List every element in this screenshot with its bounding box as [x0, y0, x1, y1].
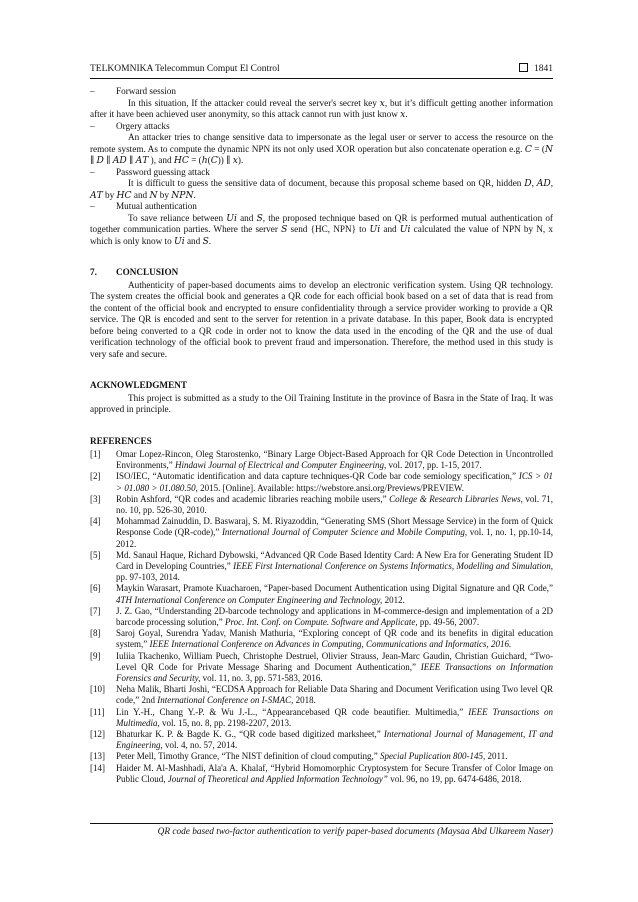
- reference-item: [11] Lin Y.-H., Chang Y.-P. & Wu J.-L., “Appearancebased QR code beautifier. Multimedia,” IEEE Transactions on Multimedia, vol. 15, no. 8, pp. 2198-2207, 2013.: [90, 706, 553, 728]
- reference-item: [6] Maykin Warasart, Pramote Kuacharoen, “Paper-based Document Authentication using Digital Signature and QR Code,” 4TH International Conference on Computer Engineering and Technology, 2012.: [90, 583, 553, 605]
- reference-item: [2] ISO/IEC, “Automatic identification and data capture techniques-QR Code bar code semiology specification,” ICS > 01 > 01.080 > 01.080.50, 2015. [Online]. Available: https://webstore.ansi.org/Previews/PREVIEW.: [90, 471, 553, 493]
- reference-item: [4] Mohammad Zainuddin, D. Baswaraj, S. M. Riyazoddin, “Generating SMS (Short Message Service) in the form of Quick Response Code (QR-code),” International Journal of Computer Science and Mobile Computing, vol. 1, no. 1, pp.10-14, 2012.: [90, 516, 553, 549]
- bullet-title: Orgery attacks: [116, 120, 170, 131]
- dash-icon: –: [90, 120, 95, 131]
- section-number: 7.: [90, 267, 97, 277]
- bullet-text: To save reliance between 𝑈𝑖 and 𝑆, the proposed technique based on QR is performed mutual authentication of together communication parties. Where the server 𝑆 send {HC, NPN} to 𝑈𝑖 and 𝑈𝑖 calculated the value of NPN by N, x which is only know to 𝑈𝑖 and 𝑆.: [90, 212, 553, 246]
- reference-item: [3] Robin Ashford, “QR codes and academic libraries reaching mobile users,” College & Research Libraries News, vol. 71, no. 10, pp. 526-30, 2010.: [90, 493, 553, 516]
- page-number: 1841: [534, 64, 553, 74]
- bullet-password-guessing: [90, 167, 553, 202]
- reference-item: [9] Iuliia Tkachenko, William Puech, Christophe Destruel, Olivier Strauss, Jean-Marc Gaudin, Christian Guichard, “Two-Level QR Code for Private Message Sharing and Document Authentication,” IEEE Transactions on Information Forensics and Security, vol. 11, no. 3, pp. 571-583, 2016.: [90, 650, 553, 684]
- bullet-title: Password guessing attack: [116, 166, 210, 177]
- dash-icon: –: [90, 201, 95, 211]
- journal-name: TELKOMNIKA Telecommun Comput El Control: [90, 64, 280, 74]
- reference-item: [14] Haider M. Al-Mashhadi, Ala'a A. Khalaf, “Hybrid Homomorphic Cryptosystem for Secure Transfer of Color Image on Public Cloud, Journal of Theoretical and Applied Information Technology” vol. 96, no 19, pp. 6474-6486, 2018.: [90, 762, 553, 784]
- bullet-text: In this situation, If the attacker could reveal the server's secret key 𝑥, but it’s difficult getting another information after it have been achieved user anonymity, so this attack cannot run with just know 𝑥.: [90, 97, 553, 119]
- dash-icon: –: [90, 166, 95, 177]
- bullet-text: It is difficult to guess the sensitive data of document, because this proposal scheme based on QR, hidden 𝐷, 𝐴𝐷, 𝐴𝑇 by 𝐻𝐶 and 𝑁 by 𝑁𝑃𝑁.: [90, 178, 553, 200]
- square-box-icon: [519, 63, 528, 72]
- bullet-text: An attacker tries to change sensitive data to impersonate as the legal user or server to access the resource on the remote system. As to compute the dynamic NPN its not only used XOR operation but also concatenate operation e.g. 𝐶 = (𝑁 ∥ 𝐷 ∥ 𝐴𝐷 ∥ 𝐴𝑇 ), and 𝐻𝐶 = (ℎ(𝐶)) ∥ 𝑥).: [90, 132, 553, 165]
- bullet-forward-session: [90, 86, 553, 121]
- reference-item: [5] Md. Sanaul Haque, Richard Dybowski, “Advanced QR Code Based Identity Card: A New Era for Generating Student ID Card in Developing Countries,” IEEE First International Conference on Systems Informatics, Modelling and Simulation, pp. 97-103, 2014.: [90, 549, 553, 583]
- acknowledgment-heading: ACKNOWLEDGMENT: [90, 380, 187, 390]
- running-footer: QR code based two-factor authentication to verify paper-based documents (Maysaa Abd Ulkareem Naser): [157, 827, 553, 837]
- footer-rule: [90, 823, 553, 824]
- bullet-mutual-authentication: [90, 201, 553, 247]
- bullet-title: Mutual authentication: [116, 201, 197, 211]
- bullet-orgery-attacks: [90, 121, 553, 167]
- bullet-title: Forward session: [116, 86, 176, 96]
- conclusion-heading: [90, 267, 553, 279]
- references-heading: REFERENCES: [90, 435, 152, 446]
- body-content: [90, 86, 553, 785]
- running-header: [90, 62, 553, 76]
- reference-item: [12] Bhaturkar K. P. & Bagde K. G., “QR code based digitized marksheet,” International Journal of Management, IT and Engineering, vol. 4, no. 57, 2014.: [90, 729, 554, 751]
- reference-item: [8] Saroj Goyal, Surendra Yadav, Manish Mathuria, “Exploring concept of QR code and its benefits in digital education system,” IEEE International Conference on Advances in Computing, Communications and Informatics, 2016.: [90, 628, 553, 650]
- reference-item: [10] Neha Malik, Bharti Joshi, “ECDSA Approach for Reliable Data Sharing and Document Verification using Two level QR code,” 2nd International Conference on I-SMAC, 2018.: [90, 684, 553, 706]
- dash-icon: –: [90, 86, 95, 96]
- page-number-group: [519, 62, 553, 76]
- section-title: CONCLUSION: [116, 267, 179, 277]
- reference-item: [13] Peter Mell, Timothy Grance, “The NIST definition of cloud computing,” Special Puplication 800-145, 2011.: [90, 751, 508, 762]
- acknowledgment-text: This project is submitted as a study to the Oil Training Institute in the province of Basra in the State of Iraq. It was approved in principle.: [90, 392, 553, 414]
- conclusion-text: Authenticity of paper-based documents aims to develop an electronic verification system. Using QR technology. The system creates the official book and generates a QR code for each official book based on a set of data that is read from the content of the official book and encrypted to ensure confidentiality through a service provider working to provide a QR service. The QR is encoded and sent to the server for retention in a private database. In this paper, Book data is encrypted before being converted to a QR code in order not to know the data used in the encoding of the QR and the use of dual verification technology of the official book to prevent fraud and impersonation. Therefore, the method used in this study is very safe and secure.: [90, 279, 553, 359]
- references-list: [90, 449, 553, 785]
- reference-item: [1] Omar Lopez-Rincon, Oleg Starostenko, “Binary Large Object-Based Approach for QR Code Detection in Uncontrolled Environments,” Hindawi Journal of Electrical and Computer Engineering, vol. 2017, pp. 1-15, 2017.: [90, 449, 553, 471]
- header-rule: [90, 78, 553, 79]
- reference-item: [7] J. Z. Gao, “Understanding 2D-barcode technology and applications in M-commerce-design and implementation of a 2D barcode processing solution,” Proc. Int. Conf. on Compute. Software and Applicate, pp. 49-56, 2007.: [90, 605, 553, 628]
